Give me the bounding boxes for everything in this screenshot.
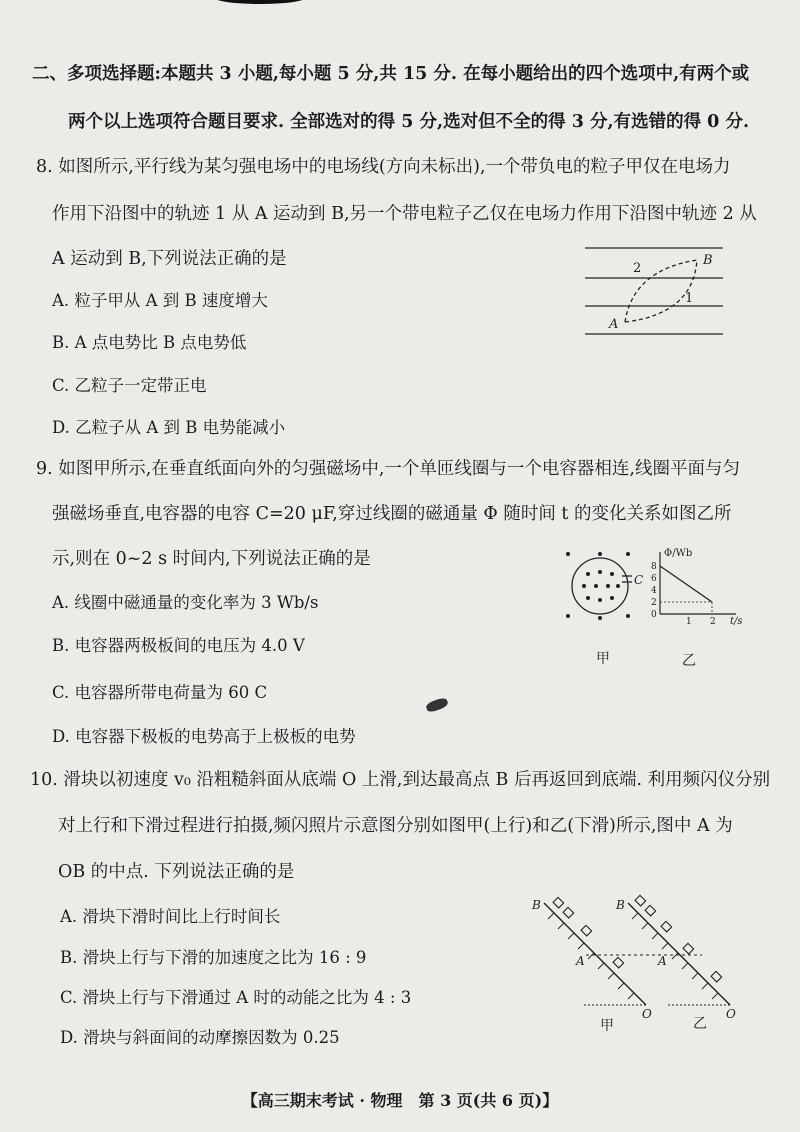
label-point-a: A	[658, 954, 667, 968]
q9-option-b: B. 电容器两极板间的电压为 4.0 V	[52, 636, 305, 655]
y-tick: 4	[651, 586, 657, 596]
y-tick: 6	[651, 574, 657, 584]
q10-option-d: D. 滑块与斜面间的动摩擦因数为 0.25	[60, 1028, 340, 1047]
label-trajectory-2: 2	[633, 261, 642, 276]
y-axis-label: Φ/Wb	[664, 548, 693, 559]
q9-stem-line2: 强磁场垂直,电容器的电容 C=20 μF,穿过线圈的磁通量 Φ 随时间 t 的变化关系如图乙所	[52, 504, 732, 524]
label-point-o: O	[642, 1007, 652, 1021]
x-axis-label: t/s	[730, 616, 743, 627]
q8-stem-line1: 8. 如图所示,平行线为某匀强电场中的电场线(方向未标出),一个带负电的粒子甲仅在电场力	[36, 157, 731, 177]
q10-stem-line1: 10. 滑块以初速度 v₀ 沿粗糙斜面从底端 O 上滑,到达最高点 B 后再返回到底端. 利用频闪仪分别	[30, 770, 771, 790]
q9-option-a: A. 线圈中磁通量的变化率为 3 Wb/s	[52, 593, 319, 612]
y-tick: 0	[651, 610, 657, 620]
q10-option-a: A. 滑块下滑时间比上行时间长	[60, 907, 281, 926]
scan-smudge	[425, 697, 449, 714]
y-tick: 8	[651, 562, 657, 572]
label-point-b: B	[703, 253, 713, 268]
page-footer: 【高三期末考试 · 物理 第 3 页(共 6 页)】	[241, 1091, 559, 1110]
label-point-a: A	[609, 317, 619, 332]
incline-hatching	[632, 913, 718, 999]
q10-figure-jia-caption: 甲	[600, 1018, 614, 1034]
magnetic-field-dots	[566, 552, 630, 620]
q10-figure-yi	[608, 893, 748, 1023]
x-tick: 2	[710, 617, 716, 627]
slider-blocks	[635, 895, 722, 982]
label-point-b: B	[532, 898, 541, 912]
q10-stem-line2: 对上行和下滑过程进行拍摄,频闪照片示意图分别如图甲(上行)和乙(下滑)所示,图中 A 为	[58, 816, 733, 836]
q9-figure-jia-caption: 甲	[596, 651, 610, 667]
q9-stem-line3: 示,则在 0~2 s 时间内,下列说法正确的是	[52, 549, 371, 569]
q9-figure-yi-caption: 乙	[682, 653, 696, 669]
capacitor-label: C	[634, 573, 644, 587]
label-point-a: A	[576, 954, 585, 968]
q8-stem-line3: A 运动到 B,下列说法正确的是	[52, 249, 287, 269]
label-point-o: O	[726, 1007, 736, 1021]
q8-stem-line2: 作用下沿图中的轨迹 1 从 A 运动到 B,另一个带电粒子乙仅在电场力作用下沿图中轨迹 2 从	[52, 204, 757, 224]
q9-figure-yi	[650, 548, 760, 626]
q8-option-b: B. A 点电势比 B 点电势低	[52, 333, 247, 352]
x-tick: 1	[686, 617, 692, 627]
q8-figure	[585, 240, 725, 340]
q8-option-c: C. 乙粒子一定带正电	[52, 376, 207, 395]
incline-surface	[628, 903, 730, 1005]
label-trajectory-1: 1	[685, 291, 694, 306]
q9-option-d: D. 电容器下极板的电势高于上极板的电势	[52, 727, 356, 746]
q10-figure-yi-caption: 乙	[693, 1016, 707, 1032]
q9-stem-line1: 9. 如图甲所示,在垂直纸面向外的匀强磁场中,一个单匝线圈与一个电容器相连,线圈平面与匀	[36, 459, 740, 479]
section-title-line1: 二、多项选择题:本题共 3 小题,每小题 5 分,共 15 分. 在每小题给出的四个选项中,有两个或	[32, 64, 750, 84]
q9-figure-jia	[560, 548, 650, 628]
flux-line	[660, 566, 712, 602]
section-title-line2: 两个以上选项符合题目要求. 全部选对的得 5 分,选对但不全的得 3 分,有选错的得 0 分.	[68, 112, 750, 132]
q10-stem-line3: OB 的中点. 下列说法正确的是	[58, 862, 295, 882]
q8-option-d: D. 乙粒子从 A 到 B 电势能减小	[52, 418, 286, 437]
label-point-b: B	[616, 898, 625, 912]
q9-option-c: C. 电容器所带电荷量为 60 C	[52, 683, 268, 702]
scan-shadow	[215, 0, 305, 4]
q10-option-b: B. 滑块上行与下滑的加速度之比为 16 : 9	[60, 948, 367, 967]
q8-option-a: A. 粒子甲从 A 到 B 速度增大	[52, 291, 268, 310]
y-tick: 2	[651, 598, 657, 608]
q10-option-c: C. 滑块上行与下滑通过 A 时的动能之比为 4 : 3	[60, 988, 412, 1007]
